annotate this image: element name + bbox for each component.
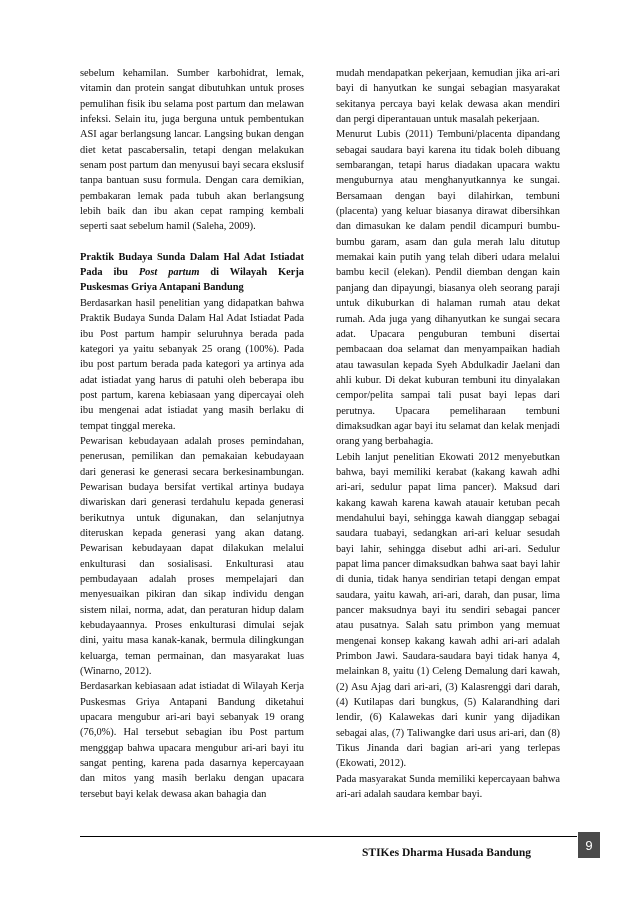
right-column xyxy=(336,66,560,803)
paragraph: Berdasarkan hasil penelitian yang didapatkan bahwa Praktik Budaya Sunda Dalam Hal Adat Istiadat Pada ibu Post partum hampir seluruhnya berada pada kategori ya yaitu sebanyak 25 orang (100%). Pada ibu post partum berada pada kategori ya artinya ada adat istiadat yang harus di patuhi oleh beberapa ibu post partum, karena kebiasaan yang dipercayai oleh ibu mengenai adat istiadat yang masih berlaku di tempat tinggal mereka. xyxy=(80,297,304,432)
paragraph: Lebih lanjut penelitian Ekowati 2012 menyebutkan bahwa, bayi memiliki kerabat (kakang kawah adhi ari-ari, sedulur papat lima pancer). Maksud dari kakang kawah karena kawah atauair ketuban pecah mendahului bayi, sehingga kawah dianggap sebagai saudara tuabayi, sedangkan ari-ari keluar sesudah bayi lahir, sehingga disebut adhi ari-ari. Sedulur papat lima pancer dimaksudkan bahwa saat bayi lahir di dunia, tidak hanya sendirian tetapi dengan empat saudara, yaitu kawah, ari-ari, darah, dan pusar, lima pancer maksudnya bayi itu sendiri sebagai pancer atau pusatnya. Salah satu primbon yang memuat mengenai konsep kakang kawah adhi ari-ari adalah Primbon Jawi. Saudara-saudara bayi tidak hanya 4, melainkan 8, yaitu (1) Celeng Demalung dari kawah, (2) Asu Ajag dari ari-ari, (3) Kalasrenggi dari darah, (4) Kutilapas dari bungkus, (5) Kalarandhing dari lendir, (6) Kalawekas dari kunir yang dijadikan sebagai alas, (7) Taliwangke dari usus ari-ari, dan (8) Tikus Jinanda dari bagian ari-ari yang terlepas (Ekowati, 2012). xyxy=(336,451,560,770)
paragraph: mudah mendapatkan pekerjaan, kemudian jika ari-ari bayi di hanyutkan ke sungai sebagian masyarakat sekitanya percaya bayi kelak dewasa akan mendiri dan pergi diperantauan untuk masalah pekerjaan. xyxy=(336,68,560,126)
paragraph: Pada masyarakat Sunda memiliki kepercayaan bahwa ari-ari adalah saudara kembar bayi. xyxy=(336,773,560,801)
left-column xyxy=(80,66,304,802)
paragraph: Pewarisan kebudayaan adalah proses pemindahan, penerusan, pemilikan dan pemakaian kebudayaan dari generasi ke generasi secara berkesinambungan. Pewarisan budaya bersifat vertikal artinya budaya diwariskan dari generasi terdahulu kepada generasi berikutnya untuk digunakan, dan selanjutnya diteruskan kepada generasi yang akan datang. Pewarisan kebudayaan dapat dilakukan melalui enkulturasi dan sosialisasi. Enkulturasi atau pembudayaan adalah proses mempelajari dan menyesuaikan pikiran dan sikap individu dengan sistem nilai, norma, adat, dan peraturan hidup dalam kebudayaannya. Proses enkulturasi dimulai sejak dini, yaitu masa kanak-kanak, bermula dilingkungan keluarga, teman permainan, dan masyarakat luas (Winarno, 2012). xyxy=(80,435,304,678)
footer-institution: STIKes Dharma Husada Bandung xyxy=(362,847,532,859)
section-heading: Praktik Budaya Sunda Dalam Hal Adat Istiadat Pada ibu Post partum di Wilayah Kerja Puskesmas Griya Antapani Bandung xyxy=(80,251,304,294)
paragraph: Menurut Lubis (2011) Tembuni/placenta dipandang sebagai saudara bayi karena itu tidak boleh dibuang sembarangan, tetapi harus diadakan upacara waktu menguburnya atau menghanyutkannya ke sungai. Bersamaan dengan bayi dilahirkan, tembuni (placenta) yang keluar biasanya dirawat dibersihkan dan dimasukan ke dalam pendil dicampuri bumbu-bumbu garam, asam dan gula merah lalu ditutup memakai kain putih yang telah diberi udara melalui bambu kecil (elekan). Pendil diemban dengan kain panjang dan dipayungi, biasanya oleh seorang paraji untuk dikuburkan di halaman rumah atau dekat rumah. Ada juga yang dihanyutkan ke sungai secara adat. Upacara penguburan tembuni disertai pembacaan doa selamat dan menyampaikan hadiah atau tawasulan kepada Syeh Abdulkadir Jaelani dan ahli kubur. Di dekat kuburan tembuni itu dinyalakan cempor/pelita sampai tali pusat bayi lepas dari perutnya. Upacara pemeliharaan tembuni dimaksudkan agar bayi itu selamat dan kelak menjadi orang yang berbahagia. xyxy=(336,129,560,448)
page-number: 9 xyxy=(578,832,600,858)
paragraph: Berdasarkan kebiasaan adat istiadat di Wilayah Kerja Puskesmas Griya Antapani Bandung diketahui upacara mengubur ari-ari bayi sebanyak 19 orang (76,0%). Hal tersebut sebagian ibu Post partum mengggap bahwa upacara mengubur ari-ari bayi itu sangat penting, karena pada dasarnya kepercayaan dan mitos yang masih berlaku dengan upacara tersebut bayi kelak dewasa akan bahagia dan xyxy=(80,681,304,800)
footer-rule xyxy=(80,836,577,837)
paragraph: sebelum kehamilan. Sumber karbohidrat, lemak, vitamin dan protein sangat dibutuhkan untuk proses pemulihan fisik ibu selama post partum dan melawan infeksi. Selain itu, juga berguna untuk pembentukan ASI agar berlangsung lancar. Langsing bukan dengan diet ketat pascabersalin, tetapi dengan melakukan senam post partum dan menyusui bayi secara ekslusif tanpa bantuan susu formula. Dengan cara demikian, pembakaran lemak pada tubuh akan berlangsung lebih baik dan ibu akan cepat ramping kembali seperti saat sebelum hamil (Saleha, 2009). xyxy=(80,68,304,233)
heading-italic: Post partum xyxy=(138,267,200,279)
